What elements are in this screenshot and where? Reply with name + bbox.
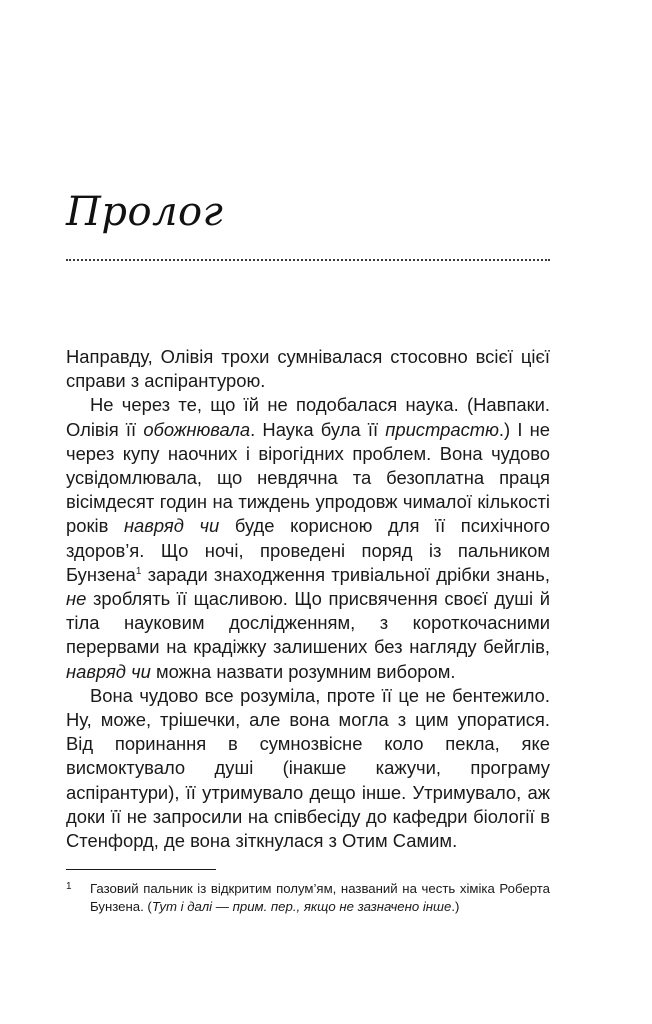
text-run: .) І не через купу наочних і вірогідних проблем. Вона чудово усвідомлювала, що невдячна та безоплатна праця вісімдесят годин на тиждень упродовж чималої кількості років <box>66 418 551 537</box>
footnote-separator <box>66 869 216 870</box>
paragraph <box>66 684 550 853</box>
text-run: зроблять її щасливою. Що присвячення своєї душі й тіла науковим дослідженням, з короткочасними перервами на крадіжку залишених без нагляду бейглів, <box>66 588 550 658</box>
body-text <box>66 345 550 853</box>
footnote-text <box>90 880 550 916</box>
text-run: . Наука була її <box>250 418 386 440</box>
title-dotted-rule <box>66 259 550 261</box>
text-run: Вона чудово все розуміла, проте її це не бентежило. Ну, може, трішечки, але вона могла з цим упоратися. Від поринання в сумнозвісне коло пекла, яке висмоктувало душі (інакше кажучи, програму аспірантури), її утримувало дещо інше. Утримувало, аж доки її не запросили на співбесіду до кафедри біології в Стенфорд, де вона зіткнулася з Отим Самим. <box>66 684 550 852</box>
text-run: заради знаходження тривіальної дрібки знань, <box>141 563 550 585</box>
emphasis-text: Тут і далі — прим. пер., якщо не зазначено інше <box>151 899 452 914</box>
emphasis-text: обожнювала <box>143 418 251 440</box>
text-run: буде корисною для її психічного здоров’я. Що ночі, проведені поряд із пальником Бунзена <box>66 515 550 585</box>
text-run: Не через те, що їй не подобалася наука. (Навпаки. Олівія її <box>66 394 550 440</box>
text-run: можна назвати розумним вибором. <box>150 660 456 682</box>
footnote-ref: 1 <box>135 565 142 577</box>
chapter-title: Пролог <box>66 189 224 235</box>
text-run: Направду, Олівія трохи сумнівалася стосовно всієї цієї справи з аспірантурою. <box>66 346 550 392</box>
footnote-number: 1 <box>66 881 72 892</box>
emphasis-text: навряд чи <box>123 515 220 537</box>
text-run: .) <box>451 899 460 914</box>
emphasis-text: пристрастю <box>385 418 499 440</box>
text-run: Газовий пальник із відкритим полум’ям, названий на честь хіміка Роберта Бунзена. ( <box>90 881 550 914</box>
footnote <box>66 880 550 916</box>
paragraph <box>66 345 550 393</box>
emphasis-text: навряд чи <box>66 660 151 682</box>
paragraph <box>66 393 550 683</box>
emphasis-text: не <box>66 588 87 610</box>
